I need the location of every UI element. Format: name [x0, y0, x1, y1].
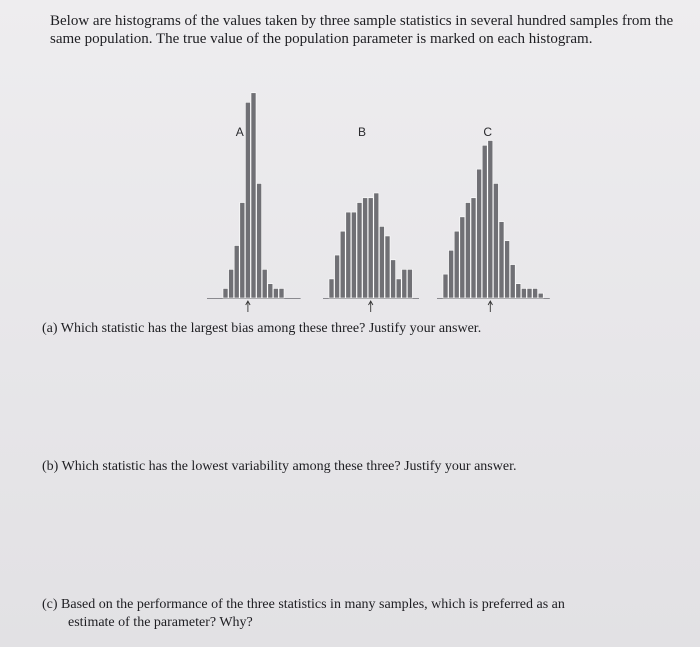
histogram-b-bar — [385, 236, 390, 298]
histogram-c-bar — [454, 231, 459, 298]
histogram-b-bar — [340, 231, 345, 298]
histogram-a-bar — [229, 269, 234, 298]
histogram-a-parameter-arrow — [246, 301, 250, 312]
histogram-b-bar — [374, 193, 379, 298]
histogram-c-bar — [460, 217, 465, 298]
histogram-c-bar — [471, 198, 476, 298]
histogram-c-bar — [516, 284, 521, 298]
question-c — [42, 596, 692, 632]
histogram-b-bar — [379, 226, 384, 298]
histogram-b-bar — [407, 269, 412, 298]
question-c-line2: estimate of the parameter? Why? — [68, 615, 253, 630]
histogram-b-bar — [351, 212, 356, 298]
histogram-a-bar — [257, 183, 262, 298]
histogram-b-bar — [363, 198, 368, 298]
question-a: (a) Which statistic has the largest bias among these three? Justify your answer. — [42, 321, 482, 336]
histogram-c-bar — [505, 241, 510, 298]
histogram-c-bar — [527, 288, 532, 298]
histogram-figure — [195, 70, 555, 315]
histogram-a-bar — [268, 284, 273, 298]
histogram-a-bar — [223, 288, 228, 298]
histogram-b-bar — [402, 269, 407, 298]
histogram-c-bar — [449, 250, 454, 298]
histogram-b-bar — [396, 279, 401, 298]
histogram-b-bar — [335, 255, 340, 298]
histogram-a-bar — [279, 288, 284, 298]
histogram-c-bar — [533, 288, 538, 298]
histogram-b-bar — [357, 203, 362, 298]
histogram-c-bar — [499, 222, 504, 298]
histogram-b-bar — [346, 212, 351, 298]
histogram-a-bar — [262, 269, 267, 298]
histogram-b-bar — [391, 260, 396, 298]
histogram-a-label: A — [235, 125, 244, 139]
histogram-a-bar — [240, 203, 245, 298]
histogram-a-bar — [234, 246, 239, 299]
histogram-c-bar — [493, 183, 498, 298]
histogram-c-bar — [510, 265, 515, 298]
question-c-line1: (c) Based on the performance of the three statistics in many samples, which is preferred as an — [42, 597, 565, 612]
histogram-a-bar — [251, 93, 256, 298]
histogram-c-bar — [477, 169, 482, 298]
histogram-a-bar — [245, 102, 250, 298]
histograms-svg — [195, 70, 555, 315]
histogram-c-bar — [538, 293, 543, 298]
histogram-c-bar — [443, 274, 448, 298]
histogram-a-bar — [273, 288, 278, 298]
histogram-c-label: C — [483, 125, 493, 139]
histogram-b-bar — [368, 198, 373, 298]
histogram-c-bar — [482, 145, 487, 298]
histogram-c-bar — [488, 141, 493, 299]
histogram-b-bar — [329, 279, 334, 298]
histogram-c-bar — [521, 288, 526, 298]
histogram-b-parameter-arrow — [369, 301, 373, 312]
histogram-c-bar — [465, 203, 470, 298]
histogram-b-label: B — [358, 125, 367, 139]
histogram-c-parameter-arrow — [488, 301, 492, 312]
question-b: (b) Which statistic has the lowest variability among these three? Justify your answer. — [42, 459, 517, 474]
intro-text: Below are histograms of the values taken by three sample statistics in several hundred samples from the same population. The true value of the population parameter is marked on each histogram. — [50, 13, 674, 47]
